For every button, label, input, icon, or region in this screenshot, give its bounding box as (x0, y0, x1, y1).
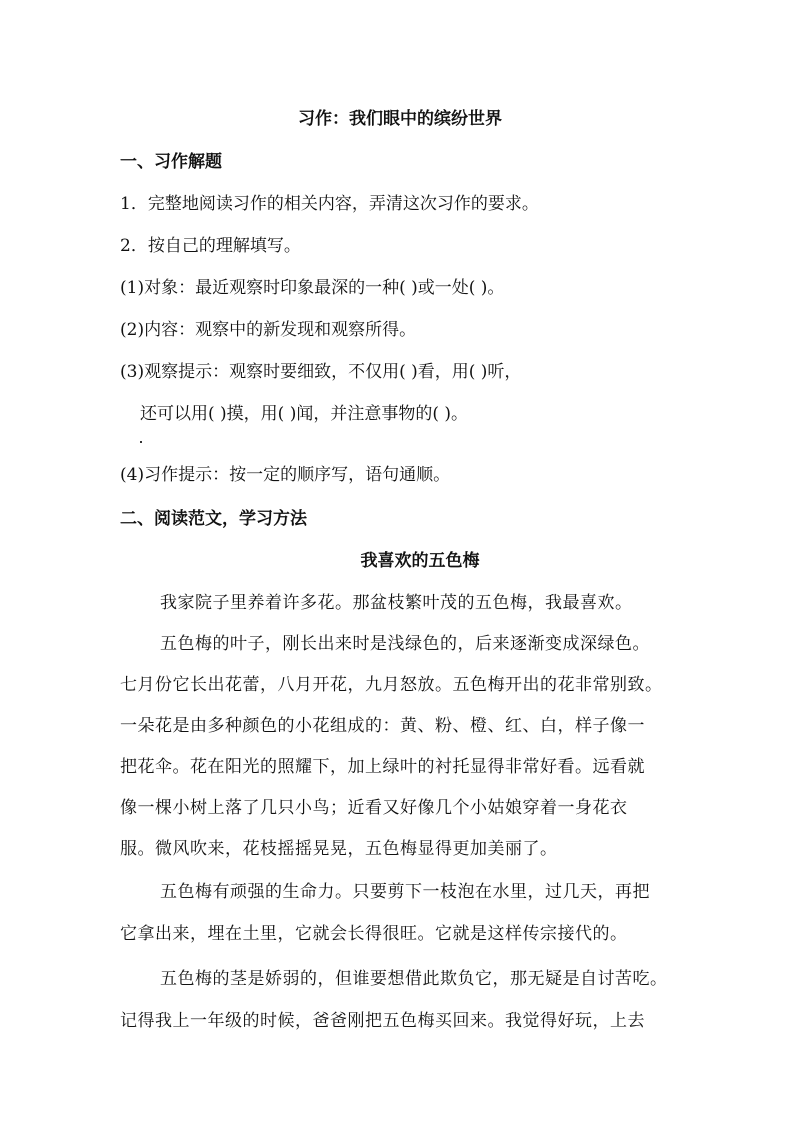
fill-blank-object: (1)对象：最近观察时印象最深的一种( )或一处( )。 (120, 278, 505, 298)
essay-line: 记得我上一年级的时候，爸爸刚把五色梅买回来。我觉得好玩，上去 (120, 1011, 645, 1031)
essay-line: 像一棵小树上落了几只小鸟；近看又好像几个小姑娘穿着一身花衣 (120, 798, 628, 818)
essay-line: 我家院子里养着许多花。那盆枝繁叶茂的五色梅，我最喜欢。 (160, 593, 633, 613)
essay-line: 五色梅的叶子，刚长出来时是浅绿色的，后来逐渐变成深绿色。 (160, 634, 650, 654)
fill-blank-observe-line-1: (3)观察提示：观察时要细致，不仅用( )看，用( )听， (120, 362, 522, 382)
page-title: 习作：我们眼中的缤纷世界 (298, 109, 502, 129)
essay-line: 服。微风吹来，花枝摇摇晃晃，五色梅显得更加美丽了。 (120, 839, 558, 859)
essay-line: 五色梅的茎是娇弱的，但谁要想借此欺负它，那无疑是自讨苦吃。 (160, 969, 668, 989)
instruction-item-1: 1．完整地阅读习作的相关内容，弄清这次习作的要求。 (120, 194, 539, 214)
essay-line: 把花伞。花在阳光的照耀下，加上绿叶的衬托显得非常好看。远看就 (120, 757, 645, 777)
essay-title: 我喜欢的五色梅 (360, 551, 480, 571)
fill-blank-observe-line-2: 还可以用( )摸，用( )闻，并注意事物的( )。 (140, 404, 469, 424)
instruction-item-2: 2．按自己的理解填写。 (120, 236, 301, 256)
essay-line: 七月份它长出花蕾，八月开花，九月怒放。五色梅开出的花非常别致。 (120, 675, 663, 695)
section-heading-2: 二、阅读范文，学习方法 (120, 509, 307, 529)
section-heading-1: 一、习作解题 (120, 152, 222, 172)
stray-mark (140, 441, 142, 443)
essay-line: 五色梅有顽强的生命力。只要剪下一枝泡在水里，过几天，再把 (160, 882, 650, 902)
essay-line: 一朵花是由多种颜色的小花组成的：黄、粉、橙、红、白，样子像一 (120, 716, 645, 736)
essay-line: 它拿出来，埋在土里，它就会长得很旺。它就是这样传宗接代的。 (120, 924, 628, 944)
writing-tip: (4)习作提示：按一定的顺序写，语句通顺。 (120, 465, 451, 485)
fill-blank-content: (2)内容：观察中的新发现和观察所得。 (120, 320, 417, 340)
